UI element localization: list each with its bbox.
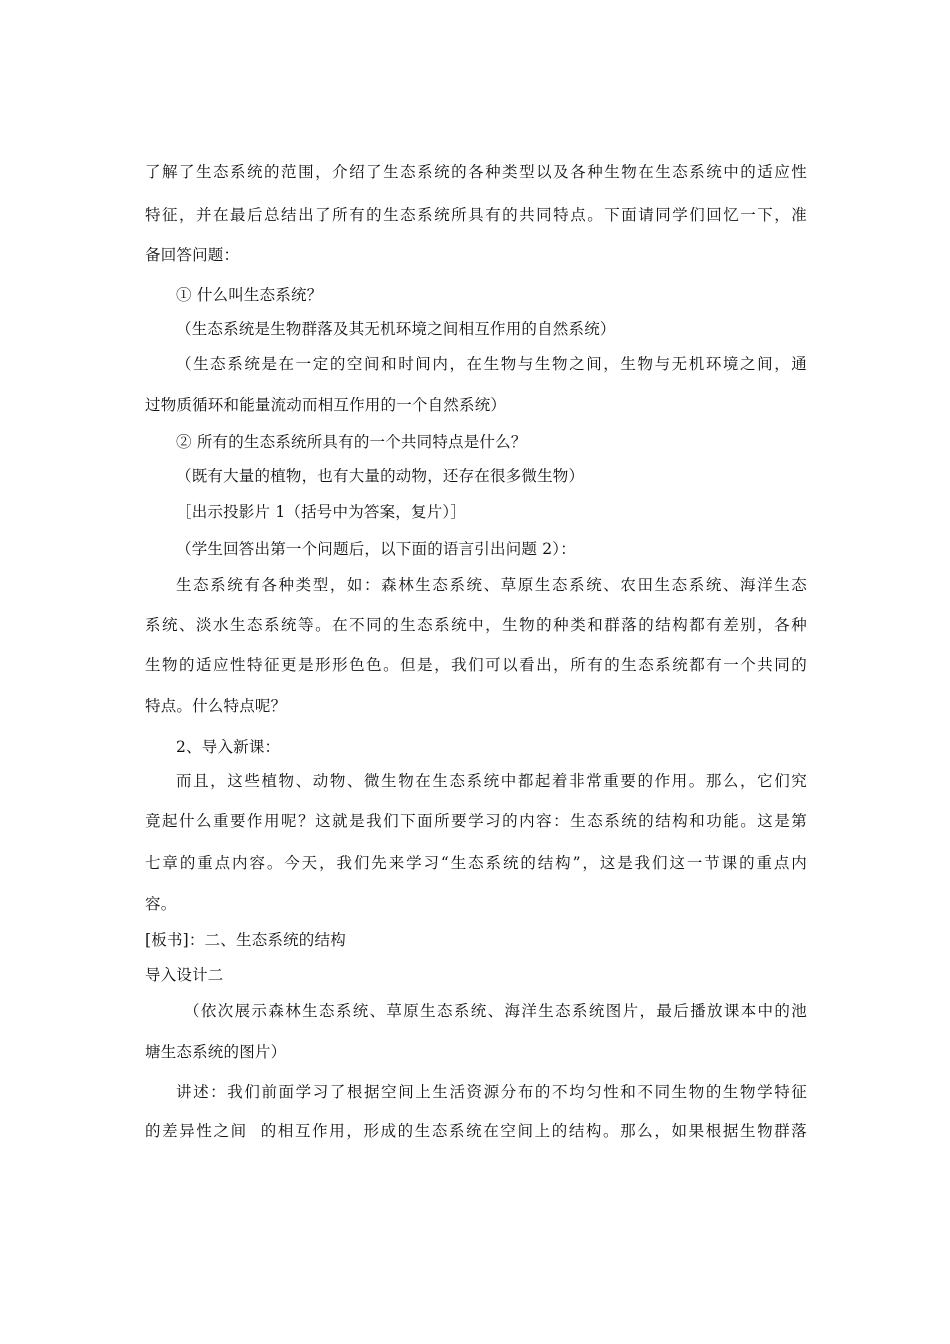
- slide-note: ［出示投影片 1（括号中为答案，复片）］: [176, 503, 467, 521]
- section-heading: 2、导入新课：: [176, 738, 281, 756]
- paragraph-line: 竟起什么重要作用呢？这就是我们下面所要学习的内容：生态系统的结构和功能。这是第: [145, 812, 807, 830]
- design-heading: 导入设计二: [145, 966, 224, 984]
- paragraph-line: 系统、淡水生态系统等。在不同的生态系统中，生物的种类和群落的结构都有差别，各种: [145, 616, 807, 634]
- question-1: ① 什么叫生态系统？: [176, 286, 323, 304]
- paragraph-line: 而且，这些植物、动物、微生物在生态系统中都起着非常重要的作用。那么，它们究: [176, 772, 807, 790]
- paragraph-line: 特点。什么特点呢？: [145, 697, 287, 715]
- answer-1a: （生态系统是生物群落及其无机环境之间相互作用的自然系统）: [176, 320, 616, 338]
- text-line: 过物质循环和能量流动而相互作用的一个自然系统）: [145, 396, 507, 414]
- answer-1b: （生态系统是在一定的空间和时间内，在生物与生物之间，生物与无机环境之间，通: [176, 355, 807, 373]
- question-2: ② 所有的生态系统所具有的一个共同特点是什么？: [176, 433, 527, 451]
- paragraph-line: 塘生态系统的图片）: [145, 1043, 287, 1061]
- paragraph-line: 生物的适应性特征更是形形色色。但是，我们可以看出，所有的生态系统都有一个共同的: [145, 656, 807, 674]
- paragraph-line: （依次展示森林生态系统、草原生态系统、海洋生态系统图片，最后播放课本中的池: [184, 1002, 807, 1020]
- text-line: 备回答问题：: [145, 246, 240, 264]
- board-note: [板书]：二、生态系统的结构: [145, 931, 346, 949]
- answer-2: （既有大量的植物，也有大量的动物，还存在很多微生物）: [176, 467, 585, 485]
- paragraph-line: 七章的重点内容。今天，我们先来学习“生态系统的结构”，这是我们这一节课的重点内: [145, 854, 807, 872]
- paragraph-line: 的差异性之间 的相互作用，形成的生态系统在空间上的结构。那么，如果根据生物群落: [145, 1122, 807, 1140]
- paragraph-line: 生态系统有各种类型，如：森林生态系统、草原生态系统、农田生态系统、海洋生态: [176, 576, 807, 594]
- text-line: 了解了生态系统的范围，介绍了生态系统的各种类型以及各种生物在生态系统中的适应性: [145, 163, 807, 181]
- paragraph-line: 讲述：我们前面学习了根据空间上生活资源分布的不均匀性和不同生物的生物学特征: [176, 1083, 807, 1101]
- text-line: 特征，并在最后总结出了所有的生态系统所具有的共同特点。下面请同学们回忆一下，准: [145, 206, 807, 224]
- paragraph-line: 容。: [145, 895, 177, 913]
- transition-note: （学生回答出第一个问题后，以下面的语言引出问题 2）：: [176, 540, 576, 558]
